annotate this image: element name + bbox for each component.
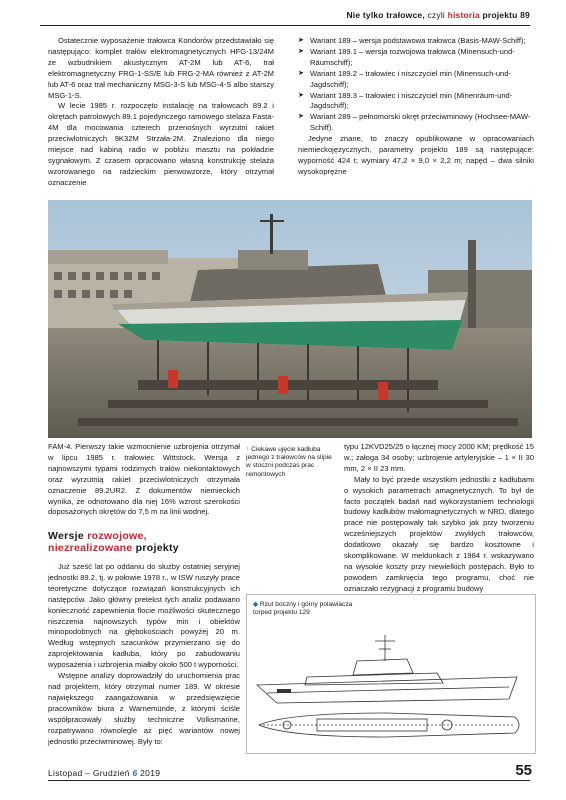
running-header (0, 8, 566, 26)
running-header-text (340, 10, 530, 20)
photo-caption (246, 446, 336, 479)
list-item: ➤ Wariant 189.1 – wersja rozwojowa trałowca (Minensuch-und-Räumschiff); (298, 47, 534, 69)
header-part-1: Nie tylko trałowce, (346, 10, 425, 20)
list-item: ➤ Wariant 189.2 – trałowiec i niszczyciel min (Minensuch-und-Jagdschiff); (298, 69, 534, 91)
issue-number: 6 (132, 768, 138, 778)
section-title-part-4: projekty (135, 542, 179, 554)
issue-info (48, 768, 160, 778)
list-item: ➤ Wariant 289 – pełnomorski okręt przeciwminowy (Hochsee-MAW-Schiff). (298, 112, 534, 134)
section-title-part-2: rozwojowe, (87, 530, 147, 542)
list-item: ➤ Wariant 189.3 – trałowiec i niszczyciel min (Minenräum-und-Jagdschiff); (298, 91, 534, 113)
page-number: 55 (515, 762, 532, 779)
paragraph: Już sześć lat po oddaniu do służby ostatniej seryjnej jednostki 89.2, tj. w połowie 1978 r., w ISW ruszyły prace teoretyczne dotyczące rozwiązań konstrukcyjnych ich następców. Jako główny pretekst tych analiz podawano konieczność zapewnienia flocie możliwości skutecznego niszczenia najnowszych typów min i obiektów minopodobnych na głębokościach powyżej 20 m. Według wstępnych szacunków przymierzano się do zaprojektowania kadłuba, który po zabudowaniu wyposażenia i uzbrojenia miałby około 500 t wyporności. (48, 562, 240, 670)
section-title-part-1: Wersje (48, 530, 85, 542)
paragraph: W lecie 1985 r. rozpoczęto instalację na trałowcach 89.2 i okrętach patrolowych 89.1 pojedynczego ramowego stelaża Fasta-4M dla mocowania czterech przenośnych wyrzutni rakiet przeciwlotniczych 9K32M Strzała-2M. Znaleziono dla niego miejsce nad kabiną radio w pobliżu masztu na pokładzie sygnałowym. Z czasem opracowano własną konstrukcję stelaża wzorowanego na radzieckim pierwowzorze, który otrzymał oznaczenie (48, 101, 274, 187)
caption-arrow-icon: ↑ (246, 446, 250, 453)
left-top-column (48, 36, 274, 189)
issue-months: Listopad – Grudzień (48, 768, 130, 778)
paragraph: Mały to być przede wszystkim jednostki z kadłubami o wysokich parametrach amagnetycznych. To był de facto początek badań nad wykorzystaniem technologii budowy kadłubów małomagnetycznych w NRD, dlatego prace nie postępowały tak szybko jak przy tworzeniu wcześniejszych projektów zwykłych trałowców, dodatkowo okazały się bardzo kosztowne i skomplikowane. W meldunkach z 1984 r. wskazywano na wysokie koszty przy niewielkich postępach. Było to powodem zamknięcia tego programu, choć nie oznaczało rezygnacji z programu budowy (344, 474, 534, 593)
header-rule (40, 25, 530, 26)
right-mid-column (344, 442, 534, 595)
section-title (48, 530, 248, 554)
left-bottom-column (48, 562, 240, 747)
header-part-4: projektu 89 (482, 10, 530, 20)
section-title-part-3: niezrealizowane (48, 542, 133, 554)
technical-drawing-figure (246, 594, 536, 754)
caption-diamond-icon: ◆ (253, 601, 259, 608)
paragraph: FAM-4. Pierwszy takie wzmocnienie uzbrojenia otrzymał w lipcu 1985 r. trałowiec Wittstock. Wersja z najnowszymi typami rodzimych trałów niekontaktowych oraz wyrzutnią rakiet przeciwlotniczych otrzymała oznaczenie 89.2UR2. Z dokumentów niemieckich wynika, że odnotowano dla niej 16% wzrost szerokości doposażonych okrętów do 7,5 m na linii wodnej. (48, 442, 240, 517)
right-top-column (298, 36, 534, 178)
list-item: ➤ Wariant 189 – wersja podstawowa trałowca (Basis-MAW-Schiff); (298, 36, 534, 47)
header-part-3: historia (447, 10, 480, 20)
header-part-2: czyli (427, 10, 445, 20)
paragraph: Ostatecznie wyposażenie trałowca Kondorów przedstawiało się następująco: komplet trałów elektromagnetycznych HFG-13/24M ze wzbudnikiem akustycznym AT-2M lub AT-6, trał elektromagnetyczny FRG-1-SS/E lub FRG-2-MA również z AT-2M lub AT-6 oraz trał mechaniczny MSG-3-S lub MSG-4-S albo starszy MSG-1-S. (48, 36, 274, 100)
paragraph: typu 12KVD25/25 o łącznej mocy 2000 KM; prędkość 15 w.; załoga 34 osoby; uzbrojenie artyleryjskie – 1 × II 30 mm, 2 × II 23 mm. (344, 442, 534, 473)
photo-caption-text: Ciekawe ujęcie kadłuba jednego z trałowców na slipie w stoczni podczas prac remontowych (246, 446, 332, 478)
left-mid-column (48, 442, 240, 518)
torpedo-recovery-vessel-drawing (247, 595, 535, 753)
issue-year: 2019 (140, 768, 161, 778)
footer-rule (48, 780, 530, 781)
drawing-caption-text: Rzut boczny i górny polawiacza torped projektu 129 (253, 601, 353, 617)
paragraph: Wstępne analizy doprowadziły do uruchomienia prac nad projektem, który otrzymał numer 189. W okresie największego zaangażowania w przedsięwzięcie pracowników biura z Warnemünde, z którymi ściśle współpracowały służby techniczne Volksmarine, rozpatrywano równolegle aż pięć wariantów nowej jednostki przeciwminowej. Były to: (48, 671, 240, 746)
ship-on-slipway-photo (48, 200, 532, 438)
paragraph: Jedyne znane, to znaczy opublikowane w opracowaniach niemieckojęzycznych, parametry projektu 189 są następujące: wyporność 424 t; wymiary 47,2 × 9,0 × 2,2 m; napęd – dwa silniki wysokoprężne (298, 134, 534, 176)
